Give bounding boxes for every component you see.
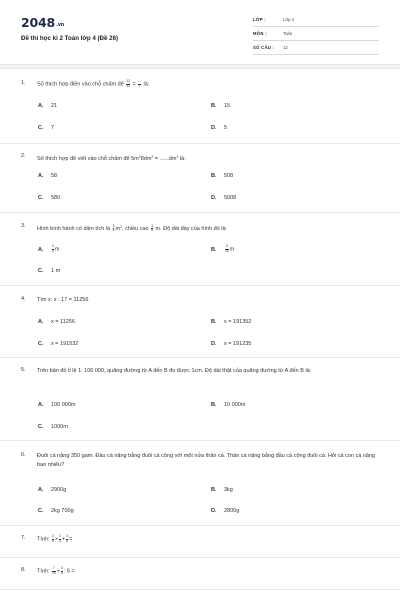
option-text: 3kg (224, 487, 233, 493)
option-letter: D. (211, 195, 217, 201)
option-b[interactable] (211, 319, 251, 325)
option-b[interactable] (211, 402, 245, 408)
fraction-numerator: 3 (112, 223, 115, 228)
meta-subject-row (253, 28, 379, 41)
question-number: 4. (21, 296, 26, 302)
option-letter: B. (211, 246, 217, 253)
fraction-denominator: 10 (52, 570, 56, 575)
option-a[interactable] (38, 245, 59, 253)
option-text: x = 191235 (224, 341, 252, 347)
option-letter: B. (211, 103, 217, 109)
question-divider (0, 557, 400, 558)
option-text: 5 (224, 125, 228, 131)
option-letter: C. (38, 424, 44, 430)
option-text: 580 (51, 195, 61, 201)
option-letter: A. (38, 319, 44, 325)
question-text: Trên bản đồ tỉ lệ 1: 100 000, quãng đường từ A đến B đo được 1cm. Độ dài thật của quãng đường từ A đến B là: (37, 368, 312, 374)
question-text-part: là: (143, 81, 150, 88)
option-text: 7 (51, 125, 55, 131)
option-text: m (229, 246, 235, 253)
option-a[interactable] (38, 103, 57, 109)
option-text: 2kg 700g (51, 508, 74, 514)
question-divider (0, 285, 400, 286)
fraction (52, 245, 54, 253)
option-b[interactable] (211, 173, 233, 179)
question-divider (0, 440, 400, 441)
fraction-numerator: ... (138, 79, 142, 83)
option-letter: B. (211, 487, 217, 493)
superscript: 2 (176, 155, 179, 159)
fraction-denominator: 8 (151, 228, 153, 232)
option-letter: A. (38, 103, 44, 109)
question-text-part: Hình bình hành có diện tích là (37, 226, 111, 232)
question-divider (0, 525, 400, 526)
question-text (37, 535, 377, 545)
meta-class-row (253, 14, 379, 27)
question-number: 2. (21, 153, 26, 159)
option-text: 15 (224, 103, 231, 109)
option-letter: C. (38, 195, 44, 201)
logo-suffix: .vn (56, 22, 65, 28)
option-d[interactable] (211, 341, 251, 347)
option-text: 508 (224, 173, 234, 179)
fraction (66, 535, 68, 543)
operator: + (56, 568, 60, 575)
option-letter: A. (38, 173, 44, 179)
question-text-part: m (115, 226, 121, 232)
option-b[interactable] (211, 103, 230, 109)
operator: : 5 = (63, 568, 75, 575)
option-a[interactable] (38, 319, 75, 325)
question-text-part: Số thích hợp điền vào chỗ chấm để (37, 81, 124, 88)
operator: × (54, 536, 59, 543)
question-number: 8. (21, 567, 26, 573)
fraction-numerator: 3 (66, 534, 69, 538)
option-text: 2900g (51, 487, 67, 493)
site-logo[interactable] (21, 15, 64, 30)
fraction (138, 80, 141, 88)
option-text: 100 000m (51, 402, 76, 408)
option-a[interactable] (38, 487, 66, 493)
option-letter: D. (211, 341, 217, 347)
option-c[interactable] (38, 508, 74, 514)
option-letter: C. (38, 125, 44, 131)
header-divider (0, 64, 400, 69)
meta-count-key: SỐ CÂU : (253, 45, 275, 50)
fraction (151, 225, 153, 233)
fraction-numerator: 3 (225, 244, 228, 248)
option-a[interactable] (38, 173, 57, 179)
meta-count-row (253, 42, 379, 55)
question-text-part: là: (179, 156, 186, 162)
superscript: 2 (138, 155, 141, 159)
option-letter: D. (211, 508, 217, 514)
fraction-numerator: 7 (52, 566, 55, 570)
option-text: 21 (51, 103, 58, 109)
question-text-part: , chiều cao (122, 226, 149, 232)
fraction-numerator: 2 (59, 534, 61, 538)
meta-subject-value: Toán (283, 31, 293, 36)
fraction (61, 567, 63, 575)
option-letter: B. (211, 402, 217, 408)
superscript: 2 (151, 155, 154, 159)
fraction (225, 245, 229, 253)
option-letter: C. (38, 268, 44, 274)
question-text: Tìm x: x : 17 = 11256 (37, 297, 89, 303)
question-number: 1. (21, 80, 26, 86)
option-letter: A. (38, 246, 44, 253)
option-letter: A. (38, 402, 44, 408)
option-text: x = 11256 (51, 319, 75, 325)
option-c[interactable] (38, 268, 60, 274)
fraction-numerator: 3 (52, 534, 54, 538)
fraction-denominator: 5 (60, 570, 63, 575)
question-number: 6. (21, 452, 26, 458)
question-divider (0, 212, 400, 213)
fraction-denominator: 16 (225, 248, 229, 253)
option-text: 58 (51, 173, 58, 179)
option-text: x = 191352 (224, 319, 252, 325)
option-d[interactable] (211, 195, 236, 201)
option-letter: B. (211, 173, 217, 179)
fraction-numerator: 3 (151, 223, 153, 228)
fraction (59, 535, 61, 543)
equals-sign: = (132, 81, 136, 88)
fraction-denominator: 3 (59, 538, 61, 543)
question-divider (0, 143, 400, 144)
question-text-part: 8dm (140, 156, 152, 162)
option-letter: D. (211, 125, 217, 131)
option-d[interactable] (211, 125, 227, 131)
meta-class-key: LỚP : (253, 17, 266, 22)
option-text: 10 000m (224, 402, 246, 408)
question-divider (0, 589, 400, 590)
operator: = (69, 536, 73, 543)
fraction (52, 567, 56, 575)
question-divider (0, 357, 400, 358)
option-letter: A. (38, 487, 44, 493)
question-number: 7. (21, 535, 26, 541)
option-b[interactable] (211, 487, 233, 493)
fraction-denominator: 8 (112, 228, 115, 232)
superscript: 2 (120, 225, 123, 229)
question-text-part: Tính: (37, 536, 50, 543)
option-text: 1 m (51, 268, 61, 274)
option-d[interactable] (211, 508, 239, 514)
option-letter: C. (38, 508, 44, 514)
exam-title: Đề thi học kì 2 Toán lớp 4 (Đề 26) (21, 35, 119, 42)
option-text: x = 191532 (51, 341, 79, 347)
option-c[interactable] (38, 341, 78, 347)
question-text (37, 567, 377, 577)
question-text-part: Số thích hợp để viết vào chỗ chấm để 5m (37, 156, 139, 162)
fraction-denominator: 7 (138, 83, 141, 88)
option-text: m (54, 246, 60, 253)
logo-text: 2048 (21, 15, 55, 30)
meta-subject-key: MÔN : (253, 31, 267, 36)
option-a[interactable] (38, 402, 75, 408)
option-c[interactable] (38, 424, 68, 430)
fraction-numerator: 3 (60, 566, 63, 570)
option-text: 5008 (224, 195, 237, 201)
question-text (37, 153, 377, 164)
fraction (126, 80, 130, 88)
question-number: 3. (21, 223, 26, 229)
question-text: Đuôi cá nặng 350 gam. Đầu cá nặng bằng đuôi cá cộng với một nửa thân cá. Thân cá nặng bằng đầu cá cộng đuôi cá. Hỏi cả con cá nặng bao nhiêu? (37, 453, 376, 468)
option-letter: B. (211, 319, 217, 325)
fraction-denominator: 5 (66, 538, 69, 543)
question-text (37, 223, 377, 234)
option-letter: C. (38, 341, 44, 347)
question-text-part: m. Độ dài đáy của hình đó là: (155, 226, 228, 232)
meta-class-value: Lớp 4 (283, 17, 294, 22)
question-number: 5. (21, 367, 26, 373)
fraction-denominator: 8 (52, 248, 54, 253)
option-text: 1000m (51, 424, 68, 430)
fraction-denominator: 5 (52, 538, 54, 543)
meta-count-value: 12 (283, 45, 288, 50)
question-text-part: = ......dm (154, 156, 177, 162)
operator: + (61, 536, 66, 543)
question-text (37, 80, 377, 90)
option-text: 2800g (224, 508, 240, 514)
fraction-numerator: 3 (52, 244, 54, 248)
option-b[interactable] (211, 245, 234, 253)
option-c[interactable] (38, 195, 60, 201)
option-c[interactable] (38, 125, 54, 131)
question-text-part: Tính: (37, 568, 50, 575)
fraction-numerator: 12 (126, 79, 130, 83)
fraction (52, 535, 54, 543)
fraction-denominator: 21 (126, 83, 130, 88)
